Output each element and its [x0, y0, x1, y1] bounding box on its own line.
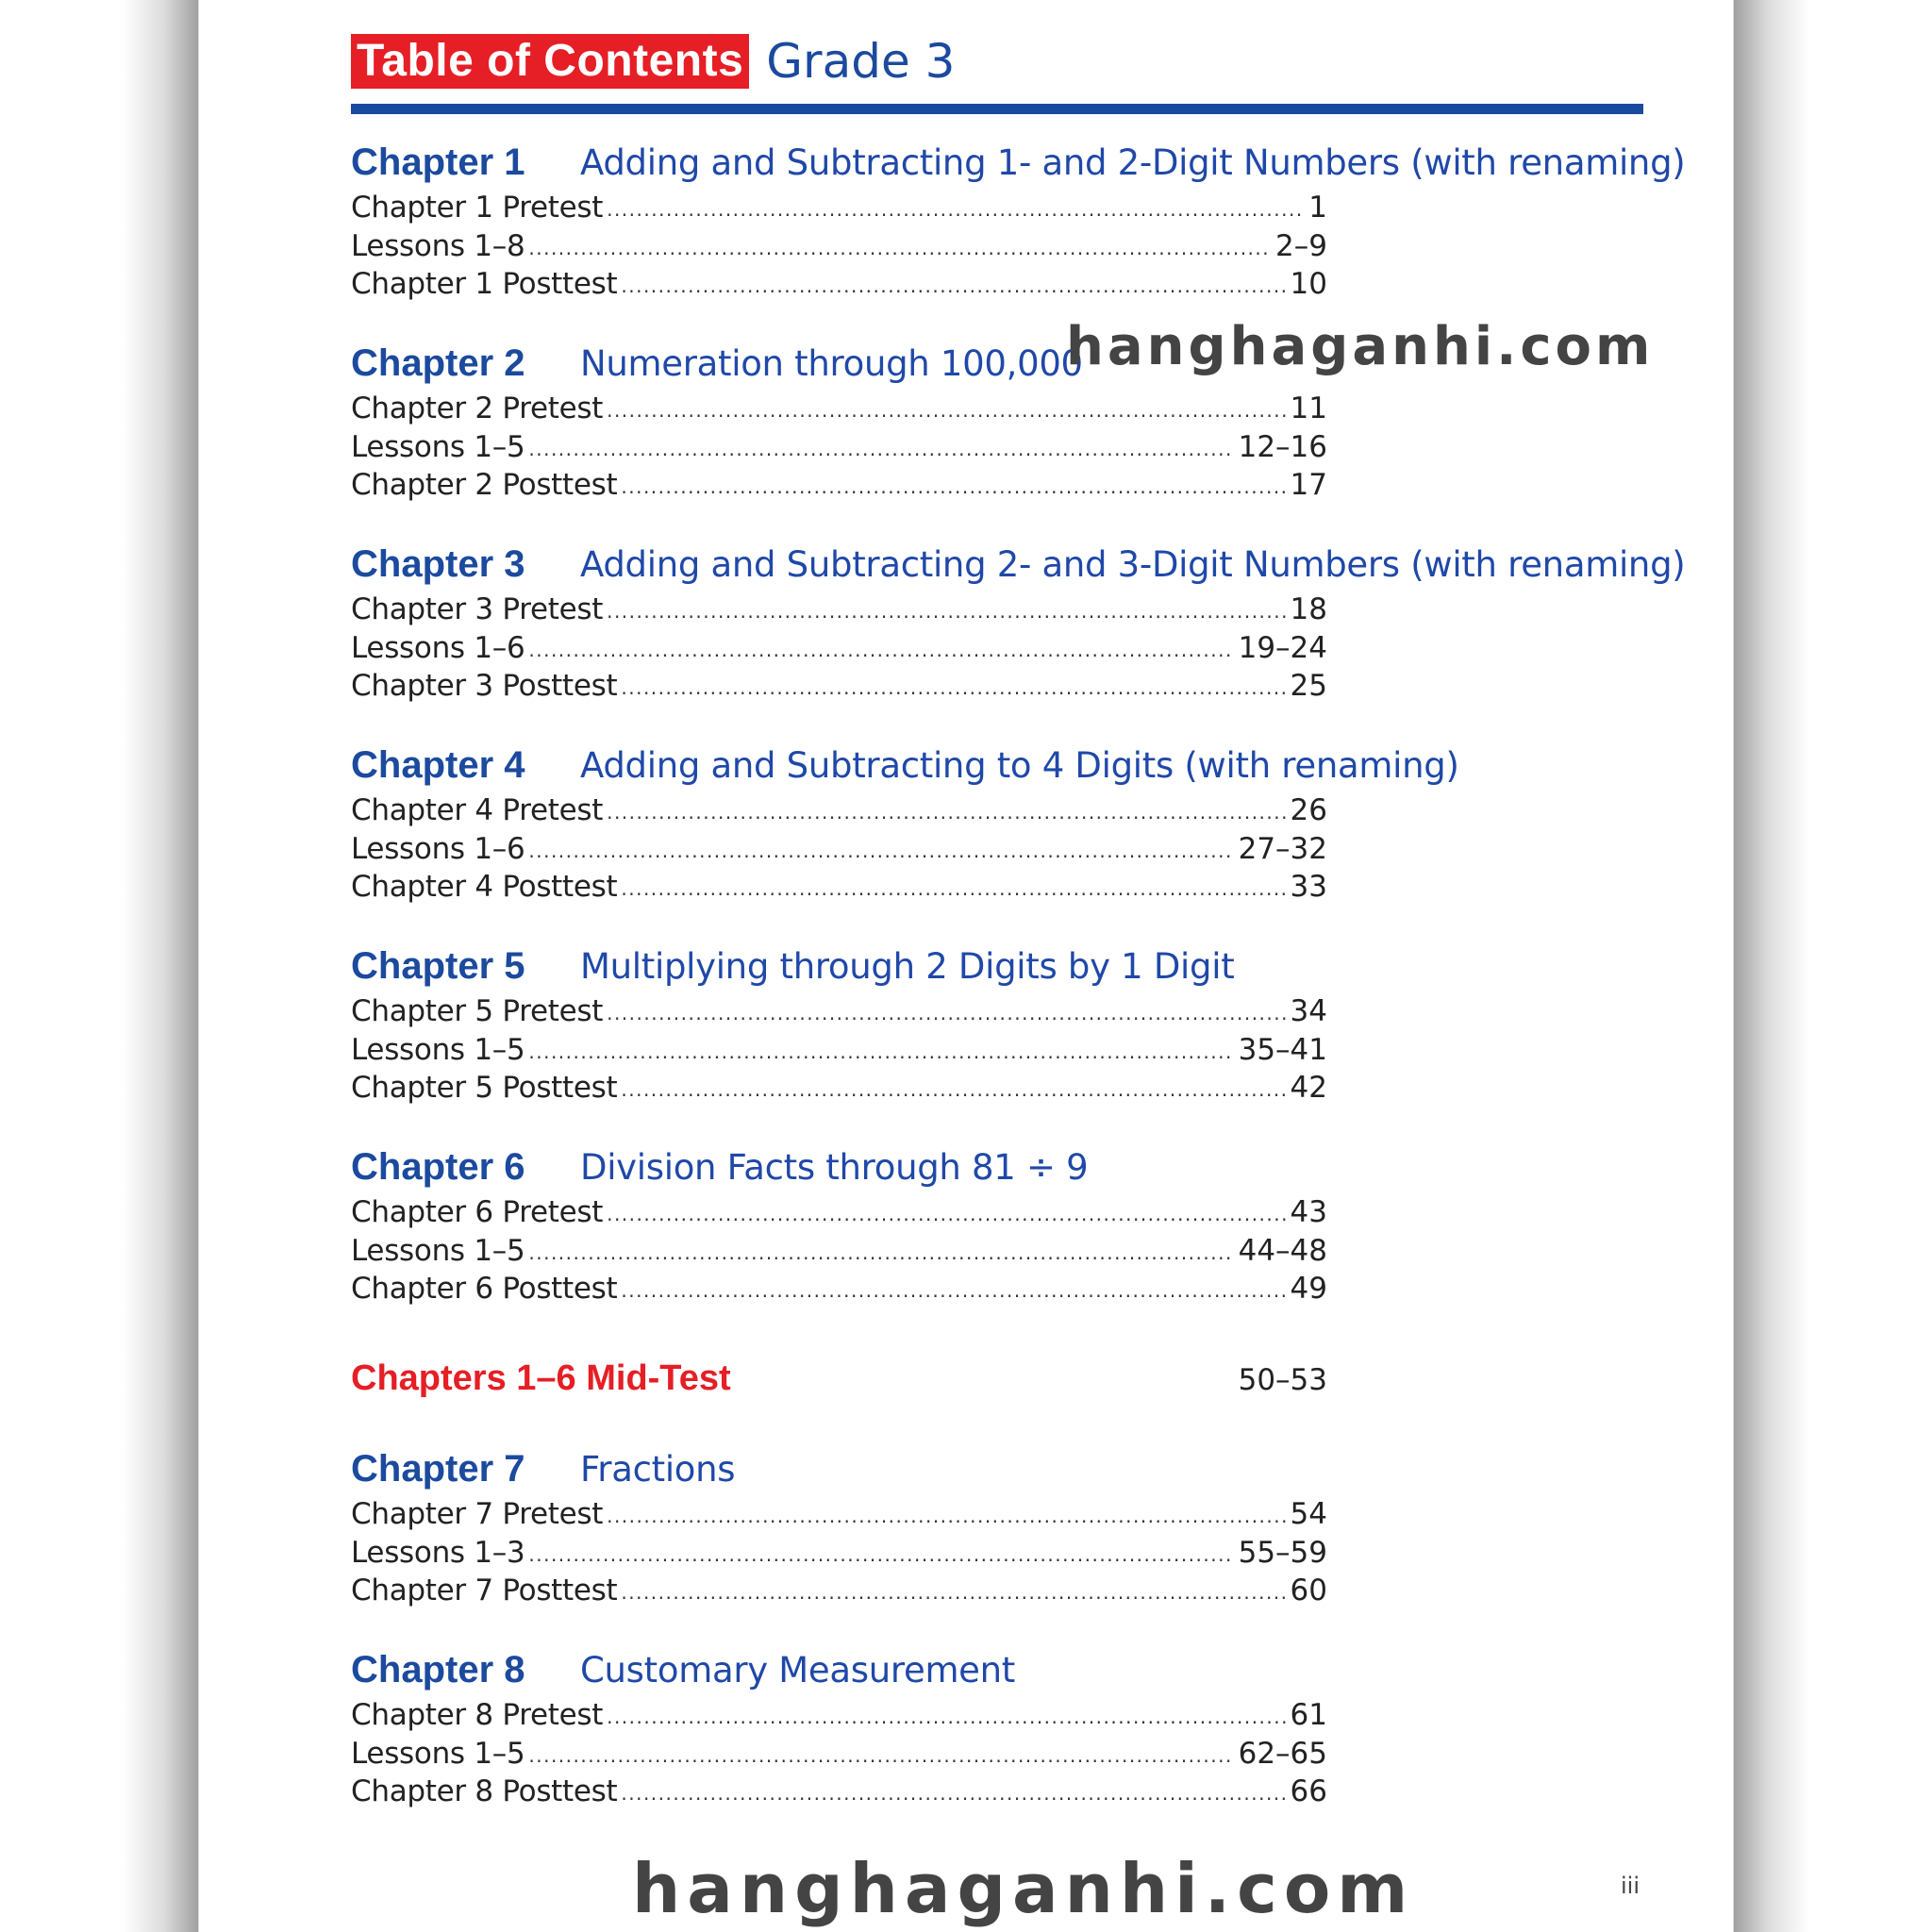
dot-leader [528, 639, 1234, 661]
toc-title-badge: Table of Contents [351, 34, 749, 89]
toc-entry[interactable] [351, 1774, 1327, 1813]
entry-label: Chapter 6 Posttest [351, 1272, 618, 1306]
entry-label: Lessons 1–5 [351, 1032, 525, 1067]
chapter-number: Chapter 3 [351, 543, 525, 585]
entry-page: 43 [1290, 1195, 1327, 1229]
dot-leader [528, 1744, 1234, 1767]
dot-leader [528, 1543, 1234, 1566]
entry-label: Lessons 1–8 [351, 228, 525, 263]
toc-entry[interactable] [351, 430, 1327, 469]
dot-leader [607, 399, 1286, 422]
chapter-section [351, 744, 1766, 908]
dot-leader [528, 1241, 1234, 1264]
dot-leader [621, 1581, 1286, 1604]
dot-leader [621, 275, 1286, 297]
toc-entry[interactable] [351, 870, 1327, 908]
toc-entry[interactable] [351, 1195, 1327, 1234]
page-shadow-left [123, 0, 198, 1932]
chapter-title: Adding and Subtracting 2- and 3-Digit Numbers (with renaming) [580, 544, 1686, 585]
entry-page: 27–32 [1238, 831, 1327, 866]
chapter-title: Fractions [580, 1449, 736, 1490]
entry-label: Chapter 8 Pretest [351, 1698, 604, 1732]
entry-page: 17 [1290, 468, 1327, 502]
dot-leader [607, 1203, 1286, 1225]
dot-leader [528, 840, 1234, 862]
midtest-page: 50–53 [1238, 1363, 1327, 1397]
dot-leader [528, 237, 1272, 259]
dot-leader [528, 1041, 1234, 1063]
chapter-title: Adding and Subtracting 1- and 2-Digit Numbers (with renaming) [580, 142, 1686, 183]
chapter-number: Chapter 2 [351, 342, 525, 384]
entry-label: Chapter 6 Pretest [351, 1195, 604, 1229]
toc-entry[interactable] [351, 669, 1327, 708]
dot-leader [621, 1279, 1286, 1302]
toc-entry[interactable] [351, 592, 1327, 631]
chapter-section [351, 1649, 1766, 1813]
watermark-text-bottom: hanghaganhi.com [632, 1849, 1415, 1928]
entry-page: 10 [1290, 267, 1327, 301]
chapter-section [351, 543, 1766, 708]
chapter-heading[interactable] [351, 543, 1766, 592]
page-number: iii [1621, 1873, 1641, 1899]
entry-label: Lessons 1–3 [351, 1535, 525, 1570]
chapter-heading[interactable] [351, 142, 1766, 191]
midtest-label: Chapters 1–6 Mid-Test [351, 1358, 731, 1398]
entry-label: Lessons 1–6 [351, 831, 525, 866]
entry-label: Chapter 7 Pretest [351, 1497, 604, 1531]
entry-label: Chapter 2 Posttest [351, 468, 618, 502]
toc-entry[interactable] [351, 1536, 1327, 1574]
toc-entry[interactable] [351, 191, 1327, 229]
entry-page: 62–65 [1238, 1736, 1327, 1771]
entry-page: 54 [1290, 1497, 1327, 1531]
entry-page: 1 [1308, 191, 1327, 225]
toc-entry[interactable] [351, 468, 1327, 507]
entry-label: Lessons 1–5 [351, 429, 525, 464]
dot-leader [621, 1078, 1286, 1101]
chapter-number: Chapter 6 [351, 1146, 525, 1188]
entry-page: 26 [1290, 793, 1327, 827]
dot-leader [607, 600, 1286, 623]
entry-label: Chapter 7 Posttest [351, 1574, 618, 1607]
entry-label: Chapter 3 Posttest [351, 669, 618, 703]
header-rule [351, 104, 1643, 114]
entry-page: 49 [1290, 1272, 1327, 1306]
toc-entry[interactable] [351, 1033, 1327, 1072]
toc-entry[interactable] [351, 1698, 1327, 1737]
chapter-heading[interactable] [351, 945, 1766, 994]
chapter-section [351, 945, 1766, 1109]
entry-page: 66 [1290, 1774, 1327, 1808]
toc-entry[interactable] [351, 1737, 1327, 1775]
entry-label: Lessons 1–6 [351, 630, 525, 665]
toc-entry[interactable] [351, 391, 1327, 430]
chapter-number: Chapter 1 [351, 142, 525, 183]
entry-page: 12–16 [1238, 429, 1327, 464]
entry-page: 2–9 [1275, 228, 1327, 263]
entry-page: 42 [1290, 1071, 1327, 1105]
dot-leader [621, 1782, 1286, 1805]
chapter-section [351, 1146, 1766, 1310]
chapter-title: Customary Measurement [580, 1650, 1016, 1690]
chapter-heading[interactable] [351, 744, 1766, 793]
entry-label: Lessons 1–5 [351, 1736, 525, 1771]
chapter-title: Division Facts through 81 ÷ 9 [580, 1147, 1089, 1188]
toc-entry[interactable] [351, 229, 1327, 268]
entry-label: Lessons 1–5 [351, 1233, 525, 1268]
entry-page: 18 [1290, 592, 1327, 626]
chapter-section [351, 142, 1766, 306]
dot-leader [607, 1706, 1286, 1728]
entry-page: 25 [1290, 669, 1327, 703]
chapter-heading[interactable] [351, 1649, 1766, 1698]
toc-entry[interactable] [351, 994, 1327, 1033]
dot-leader [607, 1505, 1286, 1527]
entry-page: 60 [1290, 1574, 1327, 1607]
midtest-entry[interactable] [351, 1358, 1327, 1399]
dot-leader [607, 1002, 1286, 1024]
chapter-heading[interactable] [351, 1146, 1766, 1195]
entry-page: 61 [1290, 1698, 1327, 1732]
page-header [351, 34, 955, 89]
chapter-title: Adding and Subtracting to 4 Digits (with renaming) [580, 745, 1459, 786]
grade-label: Grade 3 [766, 34, 956, 89]
chapter-section [351, 1448, 1766, 1612]
entry-label: Chapter 1 Posttest [351, 267, 618, 301]
entry-page: 33 [1290, 870, 1327, 904]
entry-label: Chapter 1 Pretest [351, 191, 604, 225]
entry-label: Chapter 5 Posttest [351, 1071, 618, 1105]
chapter-number: Chapter 5 [351, 945, 525, 987]
chapter-number: Chapter 4 [351, 744, 525, 786]
toc-entry[interactable] [351, 1497, 1327, 1536]
entry-page: 35–41 [1238, 1032, 1327, 1067]
entry-page: 19–24 [1238, 630, 1327, 665]
entry-label: Chapter 2 Pretest [351, 391, 604, 425]
dot-leader [528, 438, 1234, 460]
chapter-number: Chapter 7 [351, 1448, 525, 1490]
entry-page: 44–48 [1238, 1233, 1327, 1268]
toc-entry[interactable] [351, 793, 1327, 832]
chapter-number: Chapter 8 [351, 1649, 525, 1690]
toc-entry[interactable] [351, 1234, 1327, 1273]
chapter-title: Numeration through 100,000 [580, 343, 1083, 384]
toc-entry[interactable] [351, 267, 1327, 306]
entry-label: Chapter 8 Posttest [351, 1774, 618, 1808]
chapter-title: Multiplying through 2 Digits by 1 Digit [580, 946, 1235, 987]
dot-leader [621, 877, 1286, 900]
toc-entry[interactable] [351, 1574, 1327, 1612]
dot-leader [621, 676, 1286, 699]
dot-leader [607, 801, 1286, 824]
dot-leader [621, 475, 1286, 498]
entry-page: 11 [1290, 391, 1327, 425]
entry-label: Chapter 4 Posttest [351, 870, 618, 904]
dot-leader [607, 198, 1305, 221]
chapter-heading[interactable] [351, 1448, 1766, 1497]
toc-entry[interactable] [351, 631, 1327, 670]
watermark-text: hanghaganhi.com [1066, 316, 1655, 377]
entry-label: Chapter 4 Pretest [351, 793, 604, 827]
entry-page: 34 [1290, 994, 1327, 1028]
toc-entry[interactable] [351, 1071, 1327, 1109]
entry-label: Chapter 3 Pretest [351, 592, 604, 626]
toc-entry[interactable] [351, 832, 1327, 871]
entry-label: Chapter 5 Pretest [351, 994, 604, 1028]
toc-entry[interactable] [351, 1272, 1327, 1310]
entry-page: 55–59 [1238, 1535, 1327, 1570]
